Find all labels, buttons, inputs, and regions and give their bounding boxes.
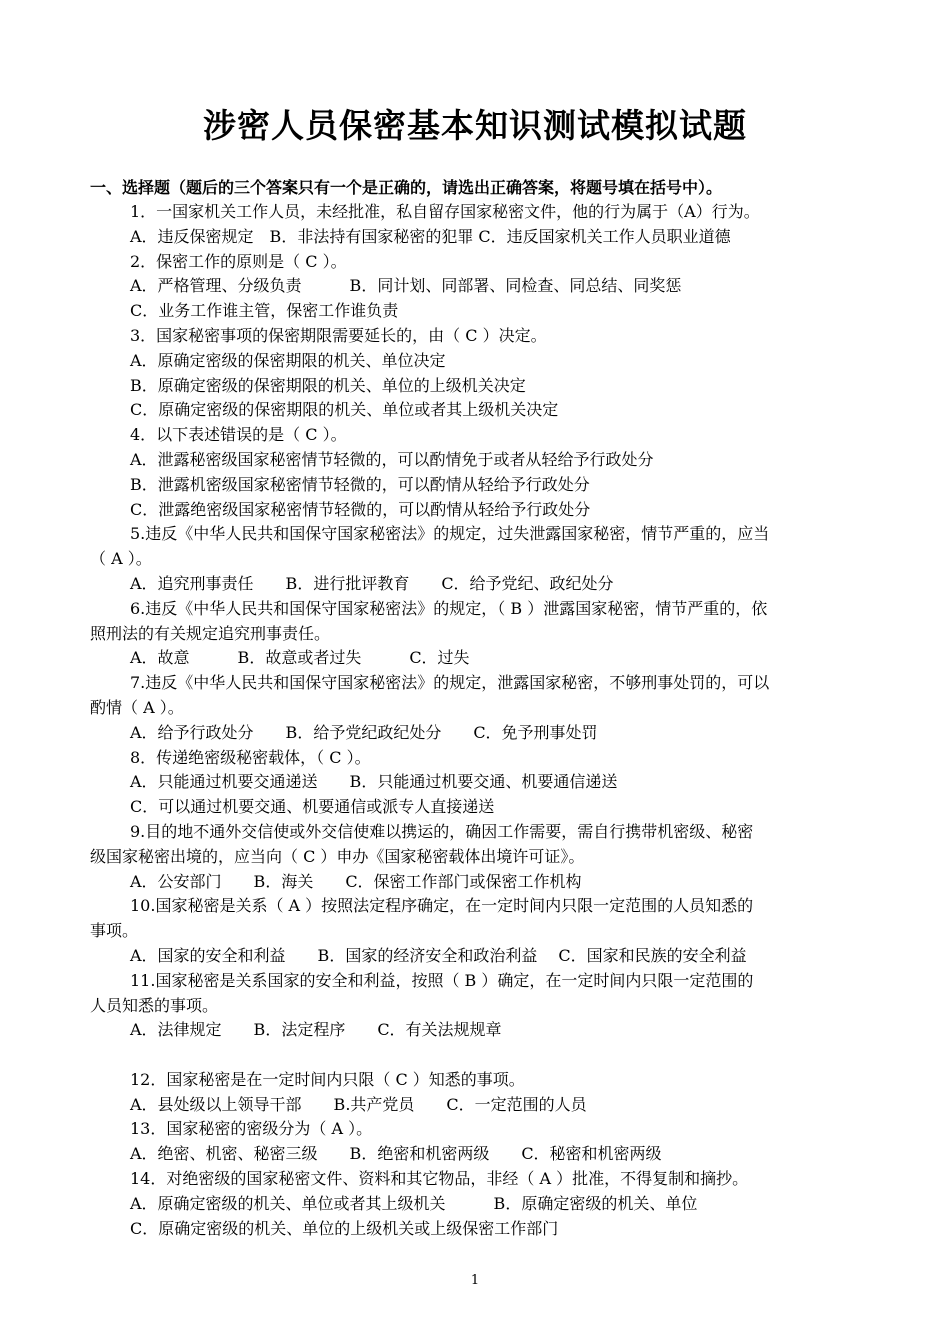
- question-line: 10.国家秘密是关系（ A ）按照法定程序确定，在一定时间内只限一定范围的人员知悉的: [130, 896, 754, 916]
- answer-options-line: A．法律规定 B．法定程序 C．有关法规规章: [130, 1020, 502, 1040]
- question-line: 级国家秘密出境的，应当向（ C ）申办《国家秘密载体出境许可证》。: [90, 846, 585, 866]
- question-line: 8．传递绝密级秘密载体，（ C ）。: [130, 747, 371, 767]
- question-line: 人员知悉的事项。: [90, 995, 219, 1015]
- question-line: 9.目的地不通外交信使或外交信使难以携运的，确因工作需要，需自行携带机密级、秘密: [130, 821, 754, 841]
- answer-options-line: 12．国家秘密是在一定时间内只限（ C ）知悉的事项。: [130, 1069, 525, 1089]
- question-line: 5.违反《中华人民共和国保守国家秘密法》的规定，过失泄露国家秘密，情节严重的，应当: [130, 524, 770, 544]
- answer-options-line: A．追究刑事责任 B．进行批评教育 C．给予党纪、政纪处分: [130, 573, 614, 593]
- answer-options-line: A．严格管理、分级负责 B．同计划、同部署、同检查、同总结、同奖惩: [130, 276, 682, 296]
- answer-options-line: C．业务工作谁主管，保密工作谁负责: [130, 301, 399, 321]
- answer-options-line: C．原确定密级的保密期限的机关、单位或者其上级机关决定: [130, 400, 559, 420]
- answer-options-line: B．原确定密级的保密期限的机关、单位的上级机关决定: [130, 375, 526, 395]
- answer-options-line: 14．对绝密级的国家秘密文件、资料和其它物品，非经（ A ）批准，不得复制和摘抄。: [130, 1169, 749, 1189]
- answer-options-line: A．原确定密级的保密期限的机关、单位决定: [130, 350, 446, 370]
- answer-options-line: A．给予行政处分 B．给予党纪政纪处分 C．免予刑事处罚: [130, 722, 598, 742]
- answer-options-line: A．泄露秘密级国家秘密情节轻微的，可以酌情免于或者从轻给予行政处分: [130, 449, 654, 469]
- page-title: 涉密人员保密基本知识测试模拟试题: [203, 106, 747, 145]
- answer-options-line: C．泄露绝密级国家秘密情节轻微的，可以酌情从轻给予行政处分: [130, 499, 591, 519]
- answer-options-line: 13．国家秘密的密级分为（ A ）。: [130, 1119, 373, 1139]
- answer-options-line: A．违反保密规定 B．非法持有国家秘密的犯罪 C．违反国家机关工作人员职业道德: [130, 226, 731, 246]
- question-line: （ A ）。: [90, 549, 152, 569]
- question-line: 照刑法的有关规定追究刑事责任。: [90, 623, 331, 643]
- answer-options-line: A．故意 B．故意或者过失 C．过失: [130, 648, 470, 668]
- answer-options-line: B．泄露机密级国家秘密情节轻微的，可以酌情从轻给予行政处分: [130, 474, 590, 494]
- page-number: 1: [470, 1273, 480, 1288]
- question-line: 6.违反《中华人民共和国保守国家秘密法》的规定，（ B ）泄露国家秘密，情节严重的，依: [130, 598, 768, 618]
- question-line: 11.国家秘密是关系国家的安全和利益，按照（ B ）确定，在一定时间内只限一定范围的: [130, 970, 754, 990]
- question-line: 事项。: [90, 921, 139, 941]
- document-body: [90, 200, 860, 1241]
- question-line: 4．以下表述错误的是（ C ）。: [130, 425, 347, 445]
- answer-options-line: A．只能通过机要交通递送 B．只能通过机要交通、机要通信递送: [130, 772, 618, 792]
- answer-options-line: A．县处级以上领导干部 B.共产党员 C．一定范围的人员: [130, 1094, 587, 1114]
- question-line: 2．保密工作的原则是（ C ）。: [130, 251, 347, 271]
- question-line: 1．一国家机关工作人员，未经批准，私自留存国家秘密文件，他的行为属于（A）行为。: [130, 202, 760, 221]
- answer-options-line: A．公安部门 B．海关 C．保密工作部门或保密工作机构: [130, 871, 582, 891]
- blank-line: [90, 1043, 860, 1068]
- question-line: 酌情（ A ）。: [90, 697, 184, 717]
- section-heading: 一、选择题（题后的三个答案只有一个是正确的，请选出正确答案，将题号填在括号中）。: [90, 178, 723, 197]
- answer-options-line: A．国家的安全和利益 B．国家的经济安全和政治利益 C．国家和民族的安全利益: [130, 945, 747, 965]
- answer-options-line: C．原确定密级的机关、单位的上级机关或上级保密工作部门: [130, 1218, 559, 1238]
- answer-options-line: A．绝密、机密、秘密三级 B．绝密和机密两级 C．秘密和机密两级: [130, 1144, 662, 1164]
- answer-options-line: A．原确定密级的机关、单位或者其上级机关 B．原确定密级的机关、单位: [130, 1193, 698, 1213]
- answer-options-line: C．可以通过机要交通、机要通信或派专人直接递送: [130, 797, 495, 817]
- question-line: 3．国家秘密事项的保密期限需要延长的，由（ C ）决定。: [130, 325, 547, 345]
- question-line: 7.违反《中华人民共和国保守国家秘密法》的规定，泄露国家秘密，不够刑事处罚的，可以: [130, 673, 770, 693]
